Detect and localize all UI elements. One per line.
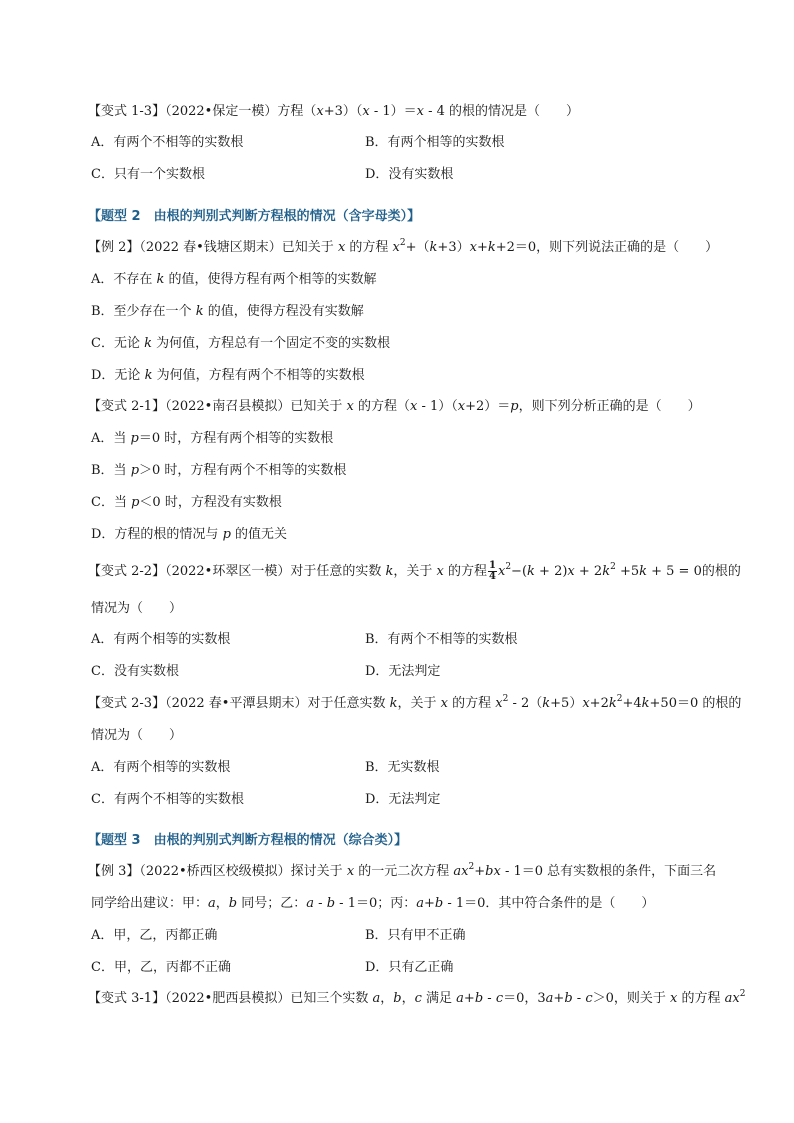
option-c: C．甲，乙，丙都不正确: [91, 960, 231, 975]
option-b: B．无实数根: [365, 760, 440, 775]
question-label: 【变式 2-2】: [88, 564, 166, 579]
section-heading-type-2: 【题型 2 由根的判别式判断方程根的情况（含字母类）】: [88, 209, 421, 224]
question-source: （2022 春•平潭县期末）: [165, 696, 308, 711]
option-a: A．有两个不相等的实数根: [91, 135, 244, 150]
question-label: 【例 2】: [88, 240, 140, 255]
question-source: （2022•桥西区校级模拟）: [139, 864, 291, 879]
question-label: 【变式 2-1】: [88, 399, 166, 414]
option-d: D．方程的根的情况与 p 的值无关: [91, 527, 288, 542]
equation: $x^2-(k + 2)x + 2k^2 +5k + 5 = 0$: [497, 562, 702, 579]
question-source: （2022•保定一模）: [165, 104, 278, 119]
option-b: B．只有甲不正确: [365, 928, 466, 943]
option-d: D．没有实数根: [365, 167, 454, 182]
option-d: D．无论 k 为何值，方程有两个不相等的实数根: [91, 368, 365, 383]
option-a: A．不存在 k 的值，使得方程有两个相等的实数解: [91, 272, 377, 287]
option-d: D．无法判定: [365, 664, 441, 679]
question-source: （2022•环翠区一模）: [165, 564, 291, 579]
question-v3-1-stem: 【变式 3-1】（2022•肥西县模拟）已知三个实数 a，b，c 满足 a+b - c＝0，3a+b - c＞0，则关于 x 的方程 $ax^2$: [88, 989, 746, 1006]
question-source: （2022•南召县模拟）: [165, 399, 291, 414]
question-v2-2-continuation: 情况为（ ）: [91, 601, 183, 616]
option-c: C．当 p＜0 时，方程没有实数根: [91, 495, 282, 510]
option-d: D．无法判定: [365, 792, 441, 807]
question-label: 【变式 2-3】: [88, 696, 166, 711]
question-label: 【变式 1-3】: [88, 104, 166, 119]
option-d: D．只有乙正确: [365, 960, 454, 975]
option-a: A．当 p＝0 时，方程有两个相等的实数根: [91, 431, 334, 446]
option-a: A．有两个相等的实数根: [91, 632, 231, 647]
option-b: B．当 p＞0 时，方程有两个不相等的实数根: [91, 463, 347, 478]
option-a: A．甲，乙，丙都正确: [91, 928, 218, 943]
question-ex3-stem: 【例 3】（2022•桥西区校级模拟）探讨关于 x 的一元二次方程 $ax^2+bx - 1=0$ 总有实数根的条件，下面三名: [88, 862, 717, 879]
question-label: 【例 3】: [88, 864, 140, 879]
option-b: B．至少存在一个 k 的值，使得方程没有实数解: [91, 304, 364, 319]
question-v2-3-stem: 【变式 2-3】（2022 春•平潭县期末）对于任意实数 k，关于 x 的方程 $x^2 - 2(k+5)x+2k^2+4k+50=0$ 的根的: [88, 694, 742, 711]
fraction: $\frac{1}{4}$: [489, 560, 496, 582]
section-heading-type-3: 【题型 3 由根的判别式判断方程根的情况（综合类）】: [88, 833, 408, 848]
question-source: （2022•肥西县模拟）: [165, 991, 291, 1006]
option-b: B．有两个相等的实数根: [365, 135, 505, 150]
option-c: C．有两个不相等的实数根: [91, 792, 244, 807]
question-ex2-stem: 【例 2】（2022 春•钱塘区期末）已知关于 x 的方程 $x^2+(k+3)x+k+2=0$，则下列说法正确的是（ ）: [88, 238, 719, 255]
question-v1-3-stem: 【变式 1-3】（2022•保定一模）方程（x+3）（x - 1）＝x - 4 的根的情况是（ ）: [88, 104, 580, 119]
option-c: C．只有一个实数根: [91, 167, 205, 182]
option-b: B．有两个不相等的实数根: [365, 632, 518, 647]
question-v2-2-stem: 【变式 2-2】（2022•环翠区一模）对于任意的实数 k，关于 x 的方程 $\frac{1}{4}$ $x^2-(k + 2)x + 2k^2 +5k + 5 = 0$的根的: [88, 560, 741, 582]
question-v2-1-stem: 【变式 2-1】（2022•南召县模拟）已知关于 x 的方程（x - 1）（x+2）＝p，则下列分析正确的是（ ）: [88, 399, 701, 414]
question-label: 【变式 3-1】: [88, 991, 166, 1006]
question-ex3-continuation: 同学给出建议：甲：a，b 同号；乙：a - b - 1＝0；丙：a+b - 1＝0．其中符合条件的是（ ）: [91, 896, 655, 911]
question-source: （2022 春•钱塘区期末）: [139, 240, 282, 255]
question-v2-3-continuation: 情况为（ ）: [91, 728, 183, 743]
option-c: C．没有实数根: [91, 664, 179, 679]
option-a: A．有两个相等的实数根: [91, 760, 231, 775]
option-c: C．无论 k 为何值，方程总有一个固定不变的实数根: [91, 336, 391, 351]
